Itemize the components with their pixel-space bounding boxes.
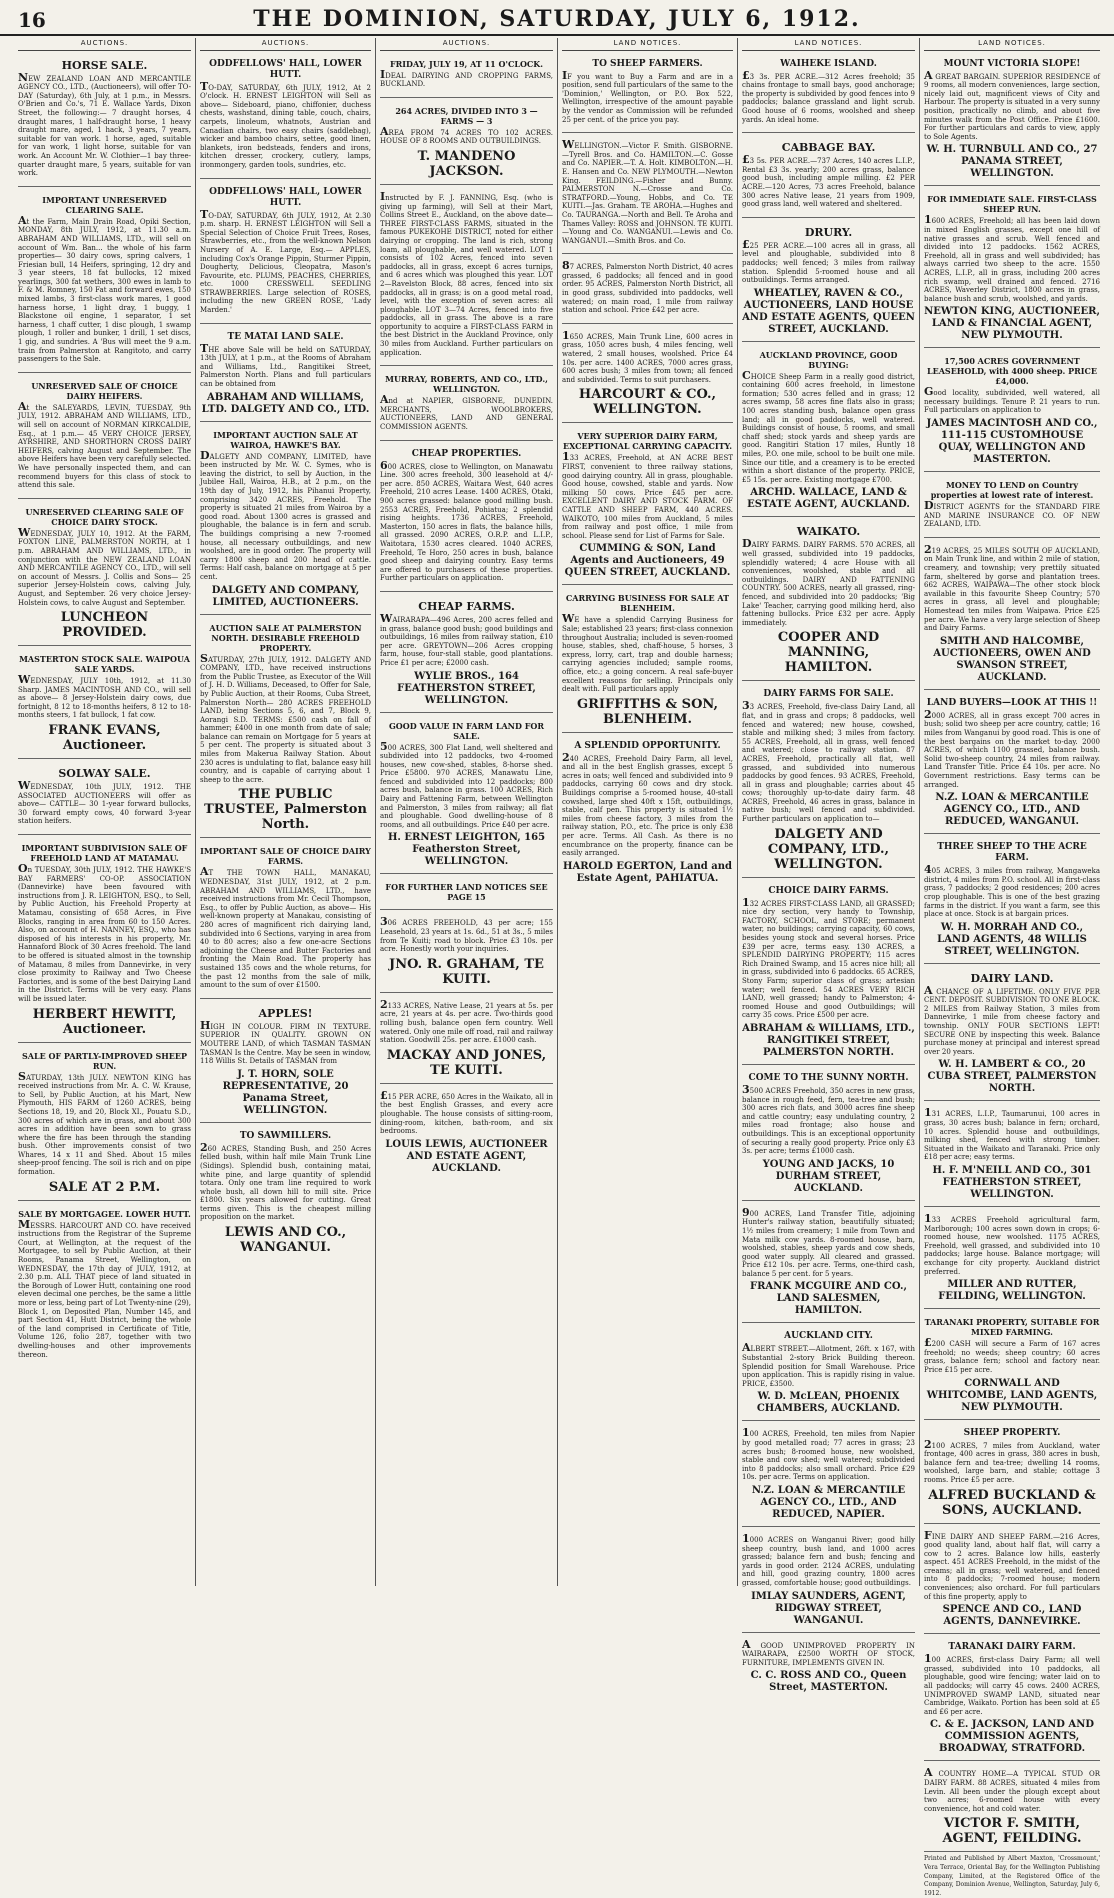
ad-headline: CHEAP PROPERTIES. <box>411 448 522 459</box>
ad-body <box>380 189 553 357</box>
newspaper-title: THE DOMINION, SATURDAY, JULY 6, 1912. <box>253 6 861 32</box>
advertisement <box>924 837 1100 964</box>
ad-headline: WAIKATO. <box>796 525 861 539</box>
ad-headline: MOUNT VICTORIA SLOPE! <box>943 58 1081 69</box>
ad-headline: DRURY. <box>804 225 853 239</box>
ad-paragraph: 600 ACRES, close to Wellington, on Manawatu Line. 300 acres freehold, 300 leasehold at 4/- per acre. 850 ACRES, Waitara West, 640 acres Freehold, 210 acres Lease. 1400 ACRES, Otaki, 900 acres grassed: balance good milling bush. 2553 ACRES, Freehold, Pohiatua; 2 splendid rising heights. 1736 ACRES, Freehold, Masterton, 150 acres in flats, the balance hills, all grassed. 2090 ACRES, O.R.P. and L.I.P., Waitotara, 1530 acres cleared. 1040 ACRES, Freehold, Te Horo, 250 acres in bush, balance good sheep and dairying country. Easy terms are offered to purchasers of these properties. Further particulars on application. <box>380 458 553 583</box>
column-category: LAND NOTICES. <box>562 38 733 51</box>
ad-headline: LAND BUYERS—LOOK AT THIS !! <box>926 697 1098 708</box>
advertisement <box>200 1002 371 1123</box>
ad-body <box>200 1140 371 1222</box>
ad-body <box>742 153 915 209</box>
ad-headline: ODDFELLOWS' HALL, LOWER HUTT. <box>209 58 362 80</box>
ad-advertiser: N.Z. LOAN & MERCANTILE AGENCY CO., LTD., AND REDUCED, NAPIER. <box>751 1485 906 1520</box>
ad-paragraph: IDEAL DAIRYING AND CROPPING FARMS, BUCKLAND. <box>380 67 553 89</box>
ad-paragraph: A COUNTRY HOME—A TYPICAL STUD OR DAIRY FARM. 88 ACRES, situated 4 miles from Levin. All been under the plough except about two acres; 6-roomed house with every convenience, hot and cold water. <box>924 1766 1100 1813</box>
ad-advertiser: YOUNG AND JACKS, 10 DURHAM STREET, AUCKLAND. <box>762 1158 895 1194</box>
ad-advertiser: WHEATLEY, RAVEN & CO., AUCTIONEERS, LAND HOUSE AND ESTATE AGENTS, QUEEN STREET, AUCKLAND. <box>742 287 915 335</box>
advertisement <box>18 190 191 373</box>
ad-advertiser: DALGETY AND COMPANY, LIMITED, AUCTIONEERS. <box>211 584 360 608</box>
ad-advertiser: JAMES MACINTOSH AND CO., 111-115 CUSTOMHOUSE QUAY, WELLINGTON AND MASTERTON. <box>926 418 1098 466</box>
ad-paragraph: WEDNESDAY, JULY 10, 1912. At the FARM, FOXTON LINE, PALMERSTON NORTH, at 1 p.m. ABRAHAM AND WILLIAMS, LTD., in conjunction with the NEW ZEALAND LOAN AND MERCANTILE AGENCY CO., LTD., will sell on account of Messrs. J. Collis and Sons— 25 superior Jersey-Holstein cows, calving July, August, and September. 26 very choice Jersey-Holstein cows, to calve August and September. <box>18 525 191 607</box>
ad-body <box>924 1528 1100 1602</box>
ad-body <box>200 79 371 170</box>
ad-advertiser: FRANK MCGUIRE AND CO., LAND SALESMEN, HAMILTON. <box>750 1281 907 1317</box>
ad-headline: TE MATAI LAND SALE. <box>227 331 344 342</box>
ad-body <box>562 328 733 385</box>
ad-paragraph: 306 ACRES FREEHOLD, 43 per acre; 155 Leasehold, 23 years at 1s. 6d., 51 at 3s., 5 miles from Te Kuiti; road to block. Price £3 10s. per acre. Honestly worth your inquiries. <box>380 915 553 954</box>
ad-body <box>380 67 553 89</box>
advertisement <box>742 1068 915 1201</box>
ad-headline: IMPORTANT SUBDIVISION SALE OF FREEHOLD LAND AT MATAMAU. <box>21 843 188 864</box>
ad-advertiser: COOPER AND MANNING, HAMILTON. <box>777 630 880 676</box>
ad-paragraph: 132 ACRES FIRST-CLASS LAND, all GRASSED; nice dry section, very handy to Township, FACTORY, SCHOOL, and STORE; permanent water, no buildings; carrying capacity, 60 cows, besides young stock and several horses. Price £39 per acre, terms easy. 130 ACRES, a SPLENDID DAIRYING PROPERTY; 115 acres Rich Drained Swamp, and 15 acres nice hill; all in grass, subdivided into 6 paddocks. 65 ACRES, Stony Farm; superior class of grass; artesian water; well fenced. 54 ACRES VERY RICH LAND, well grassed; handy to Palmerston; 4-roomed House and good Outbuildings; will carry 35 cows. Price £500 per acre. <box>742 895 915 1020</box>
ad-advertiser: ABRAHAM & WILLIAMS, LTD., RANGITIKEI STREET, PALMERSTON NORTH. <box>742 1022 915 1058</box>
ad-headline: TARANAKI PROPERTY, SUITABLE FOR MIXED FARMING. <box>924 1317 1100 1338</box>
advertisement <box>742 136 915 218</box>
ad-advertiser: ARCHD. WALLACE, LAND & ESTATE AGENT, AUCKLAND. <box>747 487 910 511</box>
ad-body <box>924 213 1100 303</box>
ad-advertiser: HARCOURT & CO., WELLINGTON. <box>578 387 717 418</box>
page-number: 16 <box>18 8 46 32</box>
ad-advertiser: SMITH AND HALCOMBE, AUCTIONEERS, OWEN AND SWANSON STREET, AUCKLAND. <box>933 635 1091 683</box>
advertisement <box>200 327 371 422</box>
ad-body <box>200 1018 371 1066</box>
ad-paragraph: TO-DAY, SATURDAY, 6th JULY, 1912, At 2 O'clock. H. ERNEST LEIGHTON will Sell as above— Sideboard, piano, chiffonier, duchess chests, washstand, dining table, couch, chairs, carpets, linoleum, whatnots, Austrian and Canadian chairs, two easy chairs (saddlebag), wicker and bamboo chairs, settee, good linen, blankets, iron bedsteads, fenders and irons, kitchen dresser, crockery, cutlery, lamps, ironmongery, garden tools, sundries, etc. <box>200 79 371 169</box>
ad-advertiser: HAROLD EGERTON, Land and Estate Agent, PAHIATUA. <box>563 860 732 884</box>
ad-body <box>18 1069 191 1177</box>
advertisement <box>200 182 371 324</box>
advertisement <box>380 1087 553 1180</box>
advertisement <box>380 188 553 366</box>
ad-body <box>200 448 371 582</box>
advertisement <box>18 1046 191 1201</box>
advertisement <box>380 54 553 98</box>
ad-headline: CABBAGE BAY. <box>781 141 876 155</box>
ad-headline: CARRYING BUSINESS FOR SALE AT BLENHEIM. <box>565 593 730 614</box>
ad-body <box>924 1652 1100 1716</box>
advertisement <box>924 189 1100 348</box>
ad-headline: UNRESERVED SALE OF CHOICE DAIRY HEIFERS. <box>31 380 178 401</box>
ad-paragraph: WAIRARAPA—496 Acres, 200 acres felled and in grass, balance good bush; good buildings and outbuildings, 16 miles from railway station, £10 per acre. GREYTOWN—206 Acres cropping farm, house, four-stall stable, good plantations. Price £1 per acre; £2000 cash. <box>380 611 553 667</box>
ad-body <box>562 612 733 694</box>
ad-body <box>924 863 1100 919</box>
ad-body <box>562 450 733 540</box>
ad-body <box>924 707 1100 789</box>
ad-body <box>924 542 1100 633</box>
ad-headline: SALE OF PARTLY-IMPROVED SHEEP RUN. <box>21 1050 188 1071</box>
column-category: LAND NOTICES. <box>924 38 1100 51</box>
ad-headline: A SPLENDID OPPORTUNITY. <box>574 740 721 751</box>
ad-paragraph: 219 ACRES, 25 MILES SOUTH OF AUCKLAND, on Main Trunk line, and within 2 mile of station, creamery, and township; very prettily situated farm, sheltered by gorse and plantation trees. 662 ACRES, WAIPAWA—The other stock block available in this favourite Sheep Country; 570 acres in grass, all level and ploughable; Homestead ten miles from Waipawa. Price £25 per acre. We have a very large selection of Sheep and Dairy Farms. <box>924 542 1100 633</box>
ad-headline: GOOD VALUE IN FARM LAND FOR SALE. <box>388 720 545 741</box>
ad-paragraph: A GOOD UNIMPROVED PROPERTY IN WAIRARAPA, £2500 WORTH OF STOCK, FURNITURE, IMPLEMENTS GIVEN IN. <box>742 1637 915 1667</box>
ad-body <box>742 1341 915 1388</box>
ad-paragraph: CHOICE Sheep Farm in a really good district, containing 600 acres freehold, in limestone formation; 530 acres felled and in grass; 12 acres swamp, 58 acres fine flats also in grass; 100 acres standing bush, balance open grass land; all in good paddocks, well watered. Buildings consist of house, 5 rooms, and small chaff shed; stock yards and sheep yards are good. Rangitiri Station 17 miles, Huntly 18 miles, P.O. one mile, school to be built one mile. Since our title, and a creamery is to be erected within a short distance of the property. PRICE, £5 15s. per acre. Existing mortgage £700. <box>742 368 915 484</box>
ad-paragraph: ALBERT STREET.—Allotment, 26ft. x 167, with Substantial 2-story Brick Building thereon. Splendid position for Small Warehouse. Price upon application. This is rapidly rising in value. PRICE, £3500. <box>742 1341 915 1388</box>
ad-paragraph: 1000 ACRES on Wanganui River; good hilly sheep country, bush land, and 1000 acres grassed; balance fern and bush; fencing and yards in good order. 2124 ACRES, undulating and hill, good grazing country, 1800 acres grassed, comfortable house; good outbuildings. <box>742 1532 915 1587</box>
ad-body <box>380 997 553 1045</box>
ad-paragraph: 500 ACRES, 300 Flat Land, well sheltered and subdivided into 12 paddocks, two 4-roomed houses, new cow-shed, stables, 8-horse shed. Price £5800. 970 ACRES, Manawatu Line, fenced and subdivided into 12 paddocks; 800 acres bush, balance in grass. 100 ACRES, Rich Dairy and Fattening Farm, between Wellington and Palmerston, 3 miles from railway; all flat and ploughable. Good dwelling-house of 8 rooms, and all outbuildings. Price £40 per acre. <box>380 739 553 829</box>
advertisement <box>18 376 191 499</box>
ad-headline: 17,500 ACRES GOVERNMENT LEASEHOLD, with 4000 sheep. PRICE £4,000. <box>927 356 1097 387</box>
publisher-imprint: Printed and Published by Albert Maxton, 'Crossmount,' Vera Terrace, Oriental Bay, for the Wellington Publishing Company, Limited, at the Registered Office of the Company, Dominion Avenue, Wellington, Saturday, July 6, 1912. <box>924 1855 1100 1897</box>
ad-headline: UNRESERVED CLEARING SALE OF CHOICE DAIRY STOCK. <box>25 506 184 527</box>
ad-advertiser: W. H. TURNBULL AND CO., 27 PANAMA STREET, WELLINGTON. <box>926 144 1098 180</box>
ad-paragraph: 2000 ACRES, all in grass except 700 acres in bush; solid two sheep per acre country, cattle; 16 miles from Wanganui by good road. This is one of the best bargains on the market to-day. 2000 ACRES, of which 1100 grassed, balance bush. Solid two-sheep country, 24 miles from railway. Land Transfer Title. Price £4 10s. per acre. No Government restrictions. Easy terms can be arranged. <box>924 707 1100 789</box>
ad-body <box>742 537 915 627</box>
advertisement <box>924 1104 1100 1207</box>
ad-body <box>924 1437 1100 1485</box>
ad-body <box>742 1637 915 1668</box>
advertisement <box>924 1312 1100 1419</box>
ad-advertiser: LOUIS LEWIS, AUCTIONEER AND ESTATE AGENT, AUCKLAND. <box>385 1138 548 1174</box>
ad-headline: COME TO THE SUNNY NORTH. <box>748 1072 909 1083</box>
ad-paragraph: 131 ACRES, L.I.P., Taumarunui, 100 acres in grass, 30 acres bush; balance in fern; orchard, 10 acres. Splendid house and outbuildings, milking shed, fenced with strong timber. Situated in the Waikato and Taranaki. Price only £18 per acre; easy terms. <box>924 1106 1100 1162</box>
column-category: LAND NOTICES. <box>742 38 915 51</box>
ad-advertiser: THE PUBLIC TRUSTEE, Palmerston North. <box>204 787 367 833</box>
ad-headline: CHOICE DAIRY FARMS. <box>768 885 889 896</box>
ad-body <box>18 213 191 364</box>
ad-advertiser: FRANK EVANS, Auctioneer. <box>48 723 161 754</box>
column-category: AUCTIONS. <box>18 38 191 51</box>
ad-paragraph: 260 ACRES, Standing Bush, and 250 Acres felled bush, within half mile Main Trunk Line (Sidings). Splendid bush, containing matai, white pine, and large quantity of splendid totara. Only one tram line required to work whole bush, all down hill to mill site. Price £1800. Six years allowed for cutting. Great terms given. This is the cheapest milling proposition on the market. <box>200 1140 371 1222</box>
ad-paragraph: 87 ACRES, Palmerston North District, 40 acres grassed, 6 paddocks; all fenced and in good order. 95 ACRES, Palmerston North District, all in good grass, subdivided into paddocks, well watered; on main road, 1 mile from railway station and school. Price £42 per acre. <box>562 259 733 315</box>
ad-body <box>742 237 915 285</box>
ad-body <box>18 70 191 178</box>
ad-advertiser: ABRAHAM AND WILLIAMS, LTD. DALGETY AND CO., LTD. <box>201 391 370 415</box>
ad-headline: DAIRY LAND. <box>970 971 1054 985</box>
ad-paragraph: THE above Sale will be held on SATURDAY, 13th JULY, at 1 p.m., at the Rooms of Abraham and Williams, Ltd., Rangitikei Street, Palmerston North. Plans and full particulars can be obtained from <box>200 341 371 389</box>
advertisement <box>924 1637 1100 1761</box>
ad-paragraph: WELLINGTON.—Victor F. Smith. GISBORNE.—Tyrell Bros. and Co. HAMILTON.—C. Gosse and Co. NAPIER.—T. A. Holt. KIMBOLTON.—H. E. Hansen and Co. NEW PLYMOUTH.—Newton King. FEILDING.—Fisher and Bunny. PALMERSTON N.—Crosse and Co. STRATFORD.—Young, Hobbs, and Co. TE KUITI.—Jas. Graham. TE AROHA.—Hughes and Co. TAURANGA.—North and Bell. Te Aroha and Thames Valley: ROSS and JOHNSON. TE KUITI.—Young and Co. WANGANUI.—Lewis and Co. WANGANUI.—Smith Bros. and Co. <box>562 138 733 245</box>
advertisement <box>18 502 191 646</box>
ad-paragraph: DISTRICT AGENTS for the STANDARD FIRE AND MARINE INSURANCE CO. OF NEW ZEALAND, LTD. <box>924 499 1100 529</box>
ad-body <box>924 1212 1100 1276</box>
ad-advertiser: LEWIS AND CO., WANGANUI. <box>224 1225 347 1256</box>
ad-paragraph: 2100 ACRES, 7 miles from Auckland, water frontage, 400 acres in grass, 380 acres in bush, balance fern and tea-tree; dwelling 14 rooms, woolshed, large barn, and stable; cottage 3 rooms. Price £5 per acre. <box>924 1437 1100 1484</box>
ad-advertiser: DALGETY AND COMPANY, LTD., WELLINGTON. <box>767 826 890 872</box>
column-2 <box>196 38 376 1586</box>
ad-body <box>742 1426 915 1482</box>
ad-body <box>742 1082 915 1156</box>
ad-body <box>924 1766 1100 1813</box>
ad-paragraph: WEDNESDAY, 10th JULY, 1912. THE ASSOCIATED AUCTIONEERS will offer as above— CATTLE— 30 1-year forward bullocks, 30 forward empty cows, 40 forward 3-year station heifers. <box>18 779 191 826</box>
ad-paragraph: DAIRY FARMS. DAIRY FARMS. 570 ACRES, all well grassed, subdivided into 19 paddocks, splendidly watered; 4 acre House with all conveniences, woolshed, stable and all outbuildings. DAIRY AND FATTENING COUNTRY. 500 ACRES, nearly all grassed, ring-fenced, and subdivided into 20 paddocks; 'Big Lake' Teacher, carrying good milking herd, also fattening bullocks. Price £32 per acre. Apply immediately. <box>742 537 915 627</box>
ad-advertiser: W. D. McLEAN, PHOENIX CHAMBERS, AUCKLAND. <box>756 1391 901 1415</box>
ad-headline: FOR FURTHER LAND NOTICES SEE PAGE 15 <box>385 882 548 903</box>
advertisement <box>18 1204 191 1368</box>
advertisement <box>380 101 553 185</box>
ad-paragraph: 405 ACRES, 3 miles from railway, Mangaweka district, 4 miles from P.O. school. All in first-class grass, 7 paddocks; 2 good residences; 200 acres crop ploughable. This is one of the best grazing farms in the district. If you want a farm, see this place at once. Stock is at bargain prices. <box>924 863 1100 919</box>
ad-headline: ODDFELLOWS' HALL, LOWER HUTT. <box>209 186 362 208</box>
ad-headline: VERY SUPERIOR DAIRY FARM, EXCEPTIONAL CARRYING CAPACITY. <box>563 431 732 452</box>
ad-headline: SOLWAY SALE. <box>58 767 151 781</box>
ad-headline: FRIDAY, JULY 19, AT 11 O'CLOCK. <box>389 58 544 69</box>
ad-body <box>200 341 371 389</box>
advertisement <box>380 716 553 875</box>
ad-paragraph: 2133 ACRES, Native Lease, 21 years at 5s. per acre, 21 years at 4s. per acre. Two-thirds good rolling bush, balance open fern country. Well watered. Only one mile off road, rail and railway station. Goodwill 25s. per acre. £1000 cash. <box>380 997 553 1045</box>
column-category: AUCTIONS. <box>380 38 553 51</box>
advertisement <box>200 618 371 839</box>
advertisement <box>18 838 191 1043</box>
ad-paragraph: A GREAT BARGAIN. SUPERIOR RESIDENCE of 9 rooms, all modern conveniences, large section, nicely laid out, magnificent views of City and Harbour. The property is situated in a very sunny position, practically no climb, and about five minutes walk from the Post Office. Price £1600. For further particulars and cards to view, apply to Sole Agents. <box>924 68 1100 141</box>
ad-body <box>380 739 553 830</box>
ad-advertiser: ALFRED BUCKLAND & SONS, AUCKLAND. <box>928 1487 1096 1518</box>
advertisement <box>924 351 1100 472</box>
columns-container <box>14 38 1104 1897</box>
column-6 <box>920 38 1104 1897</box>
ad-advertiser: W. H. LAMBERT & CO., 20 CUBA STREET, PALMERSTON NORTH. <box>927 1059 1097 1095</box>
ad-body <box>742 1205 915 1279</box>
advertisement <box>924 54 1100 187</box>
ad-body <box>380 393 553 432</box>
advertisement <box>924 475 1100 538</box>
ad-headline: IMPORTANT UNRESERVED CLEARING SALE. <box>42 194 167 215</box>
ad-body <box>380 458 553 583</box>
ad-advertiser: MILLER AND RUTTER, FEILDING, WELLINGTON. <box>938 1279 1086 1303</box>
ad-body <box>742 1532 915 1588</box>
advertisement <box>200 841 371 998</box>
ad-advertiser: W. H. MORRAH AND CO., LAND AGENTS, 48 WILLIS STREET, WELLINGTON. <box>937 921 1087 957</box>
ad-headline: TARANAKI DAIRY FARM. <box>948 1642 1076 1653</box>
ad-body <box>18 399 191 490</box>
advertisement <box>924 1423 1100 1524</box>
ad-paragraph: 240 ACRES, Freehold Dairy Farm, all level, and all in the best English grasses, except 5 acres in oats; well fenced and subdivided into 9 paddocks, carrying 60 cows and dry stock. Buildings comprise a 5-roomed house, 40-stall cowshed, large shed 40ft x 15ft, outbuildings, stable, calf pen. This property is situated 1½ miles from cheese factory, 3 miles from the railway station, P.O., etc. The price is only £38 per acre. Terms. All Cash. As there is no encumbrance on the property, finance can be easily arranged. <box>562 750 733 858</box>
ad-body <box>742 368 915 485</box>
ad-headline: HORSE SALE. <box>61 58 148 72</box>
ad-paragraph: 133 ACRES Freehold agricultural farm, Marlborough; 100 acres sown down in crops; 6-roomed house, new woolshed. 1175 ACRES, Freehold, well grassed, and subdivided into 10 paddocks; large house. Balance mortgage; will exchange for city property. Auckland district preferred. <box>924 1212 1100 1276</box>
ad-body <box>18 525 191 607</box>
advertisement <box>924 1527 1100 1635</box>
advertisement <box>924 541 1100 690</box>
ad-paragraph: A CHANCE OF A LIFETIME. ONLY FIVE PER CENT. DEPOSIT. SUBDIVISION TO ONE BLOCK. 2 MILES from Railway Station, 3 miles from Dannevirke, 1 mile from cheese factory and township. ONLY FOUR SECTIONS LEFT! SECURE ONE by inspecting this week. Balance purchase money at principal and interest spread over 20 years. <box>924 983 1100 1056</box>
advertisement <box>742 54 915 134</box>
ad-paragraph: AT THE TOWN HALL, MANAKAU, WEDNESDAY, 31st JULY, 1912, at 2 p.m. ABRAHAM AND WILLIAMS, LTD., have received instructions from Mr. Cecil Thompson, Esq., to offer by Public Auction, as above— His well-known property at Manakau, consisting of 280 acres of magnificent rich dairying land, subdivided into 6 Sections, varying in area from 40 to 80 acres; also a few one-acre Sections adjoining the Cheese and Butter Factories and fronting the Main Road. The property has sustained 135 cows and the whole returns, for the past 12 months from the sale of milk, amount to the sum of over £1500. <box>200 865 371 990</box>
ad-paragraph: £25 PER ACRE.—100 acres all in grass, all level and ploughable, subdivided into 8 paddocks; well fenced; 3 miles from railway station. Splendid 5-roomed house and all outbuildings. Terms arranged. <box>742 237 915 285</box>
ad-body <box>18 673 191 720</box>
ad-body <box>742 68 915 125</box>
ad-advertiser: LUNCHEON PROVIDED. <box>60 610 149 641</box>
ad-advertiser: J. T. HORN, SOLE REPRESENTATIVE, 20 Panama Street, WELLINGTON. <box>222 1068 349 1116</box>
ad-advertiser: H. F. M'NEILL AND CO., 301 FEATHERSTON STREET, WELLINGTON. <box>932 1165 1092 1200</box>
ad-paragraph: 100 ACRES, first-class Dairy Farm; all well grassed, subdivided into 10 paddocks, all ploughable, good wire fencing; water laid on to all paddocks; will carry 45 cows. 2400 ACRES, UNIMPROVED SWAMP LAND, situated near Cambridge, Waikato. Portion has been sold at £5 and £6 per acre. <box>924 1652 1100 1716</box>
ad-paragraph: Instructed by F. J. FANNING, Esq. (who is giving up farming), will Sell at their Mart, Collins Street E., Auckland, on the above date— THREE FIRST-CLASS FARMS, situated in the famous PUKEKOHE DISTRICT, noted for either dairying or cropping. The land is rich, strong loam, all ploughable, and well watered. LOT 1 consists of 102 Acres, fenced into seven paddocks, all in grass, except 6 acres turnips, and 6 acres which was ploughed this year. LOT 2—Ravelston Block, 88 acres, fenced into six paddocks, all in grass; is on a good metal road, level, with the exception of seven acres: all ploughable. LOT 3—74 Acres, fenced into five paddocks, all in grass. The above is a rare opportunity to acquire a FIRST-CLASS FARM in the best District in the Auckland Province, only 30 miles from Auckland. Further particulars on application. <box>380 189 553 357</box>
ad-advertiser: HERBERT HEWITT, Auctioneer. <box>32 1006 177 1037</box>
column-4 <box>558 38 738 1586</box>
advertisement <box>380 913 553 992</box>
advertisement <box>562 257 733 324</box>
ad-body <box>380 611 553 668</box>
ad-paragraph: SATURDAY, 27th JULY, 1912. DALGETY AND COMPANY, LTD., have received instructions from the Public Trustee, as Executor of the Will of J. H. D. Williams, Deceased, to Offer for Sale, by Public Auction, at their Rooms, Cuba Street, Palmerston North— 280 ACRES FREEHOLD LAND, being Sections 5, 6, and 7, Block 9, Aorangi S.D. TERMS: £500 cash on fall of hammer; £400 in one month from date of sale; balance can remain on Mortgage for 5 years at 5 per cent. The property is situated about 3 miles from Makerua Railway Station. About 230 acres is undulating to flat, balance easy hill country, and is capable of carrying about 1 sheep to the acre. <box>200 651 371 784</box>
advertisement <box>924 693 1100 834</box>
ad-paragraph: 100 ACRES, Freehold, ten miles from Napier by good metalled road; 77 acres in grass; 23 acres bush; 8-roomed house, new woolshed, stable and cow shed; well watered; subdivided into 8 paddocks; also small orchard. Price £29 10s. per acre. Terms on application. <box>742 1426 915 1482</box>
ad-paragraph: IF you want to Buy a Farm and are in a position, send full particulars of the same to the 'Dominion,' Wellington, or P.O. Box 522, Wellington, irrespective of the amount payable by the vendor as Commission will be refunded 25 per cent. of the price you pay. <box>562 68 733 124</box>
ad-body <box>18 1217 191 1360</box>
advertisement <box>562 426 733 585</box>
ad-paragraph: TO-DAY, SATURDAY, 6th JULY, 1912, At 2.30 p.m. sharp. H. ERNEST LEIGHTON will Sell a Special Selection of Choice Fruit Trees, Roses, Strawberries, etc., from the well-known Nelson Nursery of A. E. Large, Esq.— APPLES, including Cox's Orange Pippin, Sturmer Pippin, Dougherty, Delicious, Cleopatra, Mason's Favourite, etc. PLUMS, PEACHES, CHERRIES, etc. 1000 CRESSWELL SEEDLING STRAWBERRIES. Large selection of ROSES, including the new GREEN ROSE, 'Lady Marden.' <box>200 207 371 315</box>
advertisement <box>742 1636 915 1700</box>
ad-body <box>380 915 553 954</box>
ad-paragraph: 33 ACRES, Freehold, five-class Dairy Land, all flat, and in grass and crops; 8 paddocks, well fenced and watered; new house, cowshed, stable and milking shed; 3 miles from factory. 55 ACRES, Freehold, all in grass, well fenced and watered; close to railway station. 87 ACRES, Freehold, practically all flat, well grassed, and subdivided into numerous paddocks by good fences. 93 ACRES, Freehold, all in grass and ploughable; carries about 45 cows; thoroughly up-to-date dairy farm. 48 ACRES, Freehold, 46 acres in grass, balance in native bush; well fenced and subdivided. Further particulars on application to— <box>742 699 915 824</box>
ad-headline: APPLES! <box>258 1006 313 1020</box>
ad-advertiser: VICTOR F. SMITH, AGENT, FEILDING. <box>942 1816 1082 1847</box>
advertisement <box>924 1764 1100 1852</box>
advertisement <box>562 736 733 890</box>
ad-paragraph: FINE DAIRY AND SHEEP FARM.—216 Acres, good quality land, about half flat, will carry a cow to 2 acres. Balance low hills, easterly aspect. 451 ACRES Freehold, in the midst of the creams; all in grass; well watered, and fenced into 8 paddocks; 7-roomed house; modern conveniences; also orchard. For full particulars of this fine property, apply to <box>924 1528 1100 1601</box>
ad-advertiser: SPENCE AND CO., LAND AGENTS, DANNEVIRKE. <box>942 1604 1082 1628</box>
ad-advertiser: SALE AT 2 P.M. <box>48 1179 161 1195</box>
ad-advertiser: H. ERNEST LEIGHTON, 165 Featherston Street, WELLINGTON. <box>387 832 546 868</box>
ad-paragraph: 1600 ACRES, Freehold; all has been laid down in mixed English grasses, except one hill of native grasses and scrub. Well fenced and divided into 12 paddocks. 1562 ACRES, Freehold, all in grass and well subdivided; has always carried two sheep to the acre. 1550 ACRES, L.I.P., all in grass, including 200 acres rich swamp, well drained and fenced. 2716 ACRES, Waverley District, 1800 acres in grass, balance bush and scrub, woolshed, and yards. <box>924 213 1100 303</box>
ad-advertiser: NEWTON KING, AUCTIONEER, LAND & FINANCIAL AGENT, NEW PLYMOUTH. <box>924 306 1100 342</box>
ad-paragraph: At the Farm, Main Drain Road, Opiki Section, MONDAY, 8th JULY, 1912, at 11.30 a.m. ABRAHAM AND WILLIAMS, LTD., will sell on account of Wm. Ban... the whole of his farm properties— 30 dairy cows, spring calvers, 1 Friesian bull, 14 Heifers, springing, 12 dry and 3 year steers, 18 fat bullocks, 12 mixed yearlings, 300 fat wethers, 300 ewes in lamb to F. & M. Romney, 150 Fat and forward ewes, 150 mixed lambs, 3 first-class work mares, 1 good harness horse, 1 light dray, 1 buggy, 1 Blackstone oil engine, 1 separator, 1 set harness, 1 chaff cutter, 1 disc plough, 1 swamp plough, 1 roller and bunker, 1 drill, 1 set discs, 1 gig, and sundries. A 'Bus will meet the 9 a.m. train from Palmerston at Rangitoto, and carry passengers to the Sale. <box>18 213 191 364</box>
ad-body <box>924 499 1100 529</box>
ad-paragraph: WEDNESDAY, JULY 10th, 1912, at 11.30 Sharp. JAMES MACINTOSH AND CO., will sell as above— 8 Jersey-Holstein dairy cows, due fortnight, 8 12 to 18-months heifers, 8 12 to 18-months steers, 1 fat bullock, 1 fat cow. <box>18 673 191 720</box>
advertisement <box>742 1530 915 1633</box>
ad-headline: THREE SHEEP TO THE ACRE FARM. <box>937 842 1087 864</box>
ad-paragraph: £200 CASH will secure a Farm of 167 acres freehold; no weeds; sheep country; 60 acres grass, balance fern; school and factory near. Price £15 per acre. <box>924 1336 1100 1374</box>
ad-advertiser: C. & E. JACKSON, LAND AND COMMISSION AGENTS, BROADWAY, STRATFORD. <box>929 1719 1095 1755</box>
ad-headline: MURRAY, ROBERTS, AND CO., LTD., WELLINGTON. <box>385 374 548 395</box>
ad-advertiser: GRIFFITHS & SON, BLENHEIM. <box>577 696 718 727</box>
advertisement <box>924 1210 1100 1309</box>
column-3 <box>376 38 558 1586</box>
advertisement <box>742 221 915 342</box>
ad-advertiser: JNO. R. GRAHAM, TE KUITI. <box>389 956 544 987</box>
advertisement <box>562 327 733 424</box>
ad-advertiser: T. MANDENO JACKSON. <box>417 148 516 179</box>
ad-paragraph: 1650 ACRES, Main Trunk Line, 600 acres in grass, 1050 acres bush, 4 miles fencing, well watered, 2 small houses, woolshed. Price £4 10s. per acre. 1400 ACRES, 7000 acres grass, 600 acres bush; 3 miles from town; all fenced and subdivided. Terms to suit purchasers. <box>562 328 733 384</box>
advertisement <box>742 520 915 681</box>
ad-paragraph: £15 PER ACRE, 650 Acres in the Waikato, all in the best English Grasses, and every acre ploughable. The house consists of sitting-room, dining-room, kitchen, bath-room, and six bedrooms. <box>380 1088 553 1136</box>
advertisement <box>562 54 733 134</box>
ad-paragraph: WE have a splendid Carrying Business for Sale; established 23 years; first-class connexion throughout Australia; included is seven-roomed house, stables, shed, chaff-house, 5 horses, 3 express, lorry, cart, trap and double harness; carrying agencies included; sample rooms, office, etc.; a going concern. A real safe-buyer excellent reasons for selling. Principals only dealt with. Full particulars apply <box>562 612 733 694</box>
advertisement <box>380 996 553 1084</box>
advertisement <box>200 1126 371 1260</box>
ad-body <box>924 1106 1100 1162</box>
advertisement <box>562 136 733 254</box>
ad-headline: AUCKLAND PROVINCE, GOOD BUYING: <box>759 349 898 370</box>
ad-paragraph: At the SALEYARDS, LEVIN, TUESDAY, 9th JULY, 1912. ABRAHAM AND WILLIAMS, LTD., will sell on account of NORMAN KIRKCALDIE, Esq., at 1 p.m.— 45 VERY CHOICE JERSEY, AYRSHIRE, AND SHORTHORN CROSS DAIRY HEIFERS, calving August and September. The above Heifers have been very carefully selected. We have personally inspected them, and can recommend buyers for this class of stock to attend this sale. <box>18 399 191 490</box>
ad-body <box>200 207 371 315</box>
ad-headline: TO SHEEP FARMERS. <box>592 58 703 69</box>
masthead <box>0 0 1114 36</box>
ad-body <box>562 750 733 858</box>
ad-paragraph: DALGETY AND COMPANY, LIMITED, have been instructed by Mr. W. C. Symes, who is leaving the district, to sell by Auction, in the Jubilee Hall, Wairoa, H.B., at 2 p.m., on the 19th day of July, 1912, his Pihanui Property, comprising 3420 ACRES, Freehold. The property is situated 21 miles from Wairoa by a good road. About 1300 acres is grassed and ploughable, the balance is in fern and scrub. The buildings comprising a new 7-roomed house, all necessary outbuildings, and new woolshed, are in good order. The property will carry 1800 sheep and 200 head of cattle. Terms: Half cash, balance on mortgage at 5 per cent. <box>200 448 371 581</box>
column-5 <box>738 38 920 1694</box>
ad-paragraph: On TUESDAY, 30th JULY, 1912. THE HAWKE'S BAY FARMERS' CO-OP. ASSOCIATION (Dannevirke) have been favoured with instructions from J. R. LEIGHTON, ESQ., to Sell, by Public Auction, his Freehold Property at Matamau, consisting of 658 Acres, in Five Blocks, ranging in area from 60 to 150 Acres. Also, on account of H. NANNEY, ESQ., who has disposed of his interests in his property, Mr. Hannaford Block of 30 Acres freehold. The land to be offered is situated almost in the township of Matamau, 8 miles from Dannevirke, in very close proximity to Railway and Two Cheese Factories, and is some of the best Dairying Land in the District. Terms will be very easy. Plans will be issued later. <box>18 862 191 1003</box>
ad-headline: SALE BY MORTGAGEE. LOWER HUTT. <box>18 1208 191 1219</box>
advertisement <box>18 762 191 835</box>
ad-body <box>200 865 371 990</box>
ad-body <box>562 259 733 315</box>
ad-body <box>380 1088 553 1136</box>
ad-paragraph: And at NAPIER, GISBORNE, DUNEDIN. MERCHANTS, WOOLBROKERS, AUCTIONEERS, LAND AND GENERAL COMMISSION AGENTS. <box>380 393 553 432</box>
ad-body <box>924 983 1100 1057</box>
ad-paragraph: £3 3s. PER ACRE.—312 Acres freehold; 35 chains frontage to small bays, good anchorage; the property is subdivided by good fences into 9 paddocks; balance grassland and light scrub. Good house of 6 rooms, woolshed and sheep yards. An ideal home. <box>742 68 915 124</box>
ad-advertiser: WYLIE BROS., 164 FEATHERSTON STREET, WELLINGTON. <box>397 670 536 706</box>
ad-paragraph: SATURDAY, 13th JULY. NEWTON KING has received instructions from Mr. A. C. W. Krause, to Sell, by Public Auction, at his Mart, New Plymouth, HIS FARM of 1260 ACRES, being Sections 18, 19, and 20, Block XI., Pouatu S.D., 300 acres of which are in grass, and about 300 acres in addition have been sown to grass where the fire has been through the standing bush. Other improvements consist of two Whares, 14 x 11 and Shed. About 15 miles sheep-proof fencing. The soil is rich and on pipe formation. <box>18 1069 191 1177</box>
ad-body <box>562 68 733 125</box>
advertisement <box>742 881 915 1065</box>
ad-advertiser: CUMMING & SON, Land Agents and Auctioneers, 49 QUEEN STREET, AUCKLAND. <box>564 543 731 579</box>
ad-paragraph: Good locality, subdivided, well watered, all necessary buildings. Tenure P. 21 years to run. Full particulars on application to <box>924 385 1100 415</box>
ad-headline: DAIRY FARMS FOR SALE. <box>763 689 894 700</box>
ad-advertiser: MACKAY AND JONES, TE KUITI. <box>386 1047 547 1078</box>
ad-advertiser: N.Z. LOAN & MERCANTILE AGENCY CO., LTD., AND REDUCED, WANGANUI. <box>935 792 1089 828</box>
ad-advertiser: C. C. ROSS AND CO., Queen Street, MASTERTON. <box>750 1670 907 1694</box>
advertisement <box>742 684 915 877</box>
ad-advertiser: CORNWALL AND WHITCOMBE, LAND AGENTS, NEW PLYMOUTH. <box>926 1377 1098 1413</box>
ad-paragraph: HIGH IN COLOUR. FIRM IN TEXTURE. SUPERIOR IN QUALITY. GROWN ON MOUTERE LAND, of which TASMAN TASMAN TASMAN Is the Centre. May be seen in window, 118 Willis St. Details of TASMAN from <box>200 1018 371 1066</box>
ad-headline: TO SAWMILLERS. <box>239 1130 332 1141</box>
advertisement <box>18 649 191 759</box>
ad-body <box>742 699 915 824</box>
ad-headline: WAIHEKE ISLAND. <box>780 58 877 69</box>
ad-body <box>924 68 1100 142</box>
advertisement <box>200 425 371 615</box>
ad-body <box>18 779 191 826</box>
ad-advertiser: IMLAY SAUNDERS, AGENT, RIDGWAY STREET, WANGANUI. <box>751 1590 906 1626</box>
ad-headline: MASTERTON STOCK SALE. WAIPOUA SALE YARDS. <box>19 654 190 675</box>
ad-body <box>924 385 1100 415</box>
ad-body <box>18 862 191 1004</box>
ad-paragraph: AREA FROM 74 ACRES TO 102 ACRES. HOUSE OF 8 ROOMS AND OUTBUILDINGS. <box>380 124 553 146</box>
ad-headline: SHEEP PROPERTY. <box>963 1427 1061 1438</box>
ad-headline: MONEY TO LEND on Country properties at lowest rate of interest. <box>930 480 1094 501</box>
advertisement <box>380 369 553 440</box>
advertisement <box>924 967 1100 1102</box>
ad-paragraph: 133 ACRES, Freehold, at AN ACRE BEST FIRST, convenient to three railway stations, good dairying country. All in grass, ploughable. Good house, cowshed, stable and yards. Now milking 50 cows. Price £45 per acre. EXCELLENT DAIRY AND STOCK FARM. OF CATTLE AND SHEEP FARM, 440 ACRES. WAIKOTO, 100 miles from Auckland, 5 miles from railway and post office, 1 mile from school. Please send for List of Farms for Sale. <box>562 450 733 540</box>
ad-paragraph: 900 ACRES, Land Transfer Title, adjoining Hunter's railway station, beautifully situated; 1½ miles from creamery; 1 mile from Town and Mata milk cow yards. 8-roomed house, barn, woolshed, stables, sheep yards and cow sheds, good water supply. All cleared and grassed. Price £12 10s. per acre. Terms, one-third cash, balance 5 per cent. for 5 years. <box>742 1205 915 1278</box>
ad-body <box>200 651 371 785</box>
advertisement <box>200 54 371 179</box>
advertisement <box>380 444 553 592</box>
ad-paragraph: 3500 ACRES Freehold, 350 acres in new grass, balance in rough feed, fern, tea-tree and bush; 300 acres rich flats, and 3000 acres fine sheep and cattle country; easy undulating country, 2 miles road frontage; also house and outbuildings. This is an exceptional opportunity of securing a really good property. Price only £3 3s. per acre; terms £1000 cash. <box>742 1082 915 1156</box>
ad-body <box>742 895 915 1020</box>
advertisement <box>742 1204 915 1324</box>
ad-headline: 264 ACRES, DIVIDED INTO 3 — FARMS — 3 <box>395 105 538 126</box>
ad-headline: IMPORTANT SALE OF CHOICE DAIRY FARMS. <box>200 846 371 867</box>
ad-body <box>380 124 553 146</box>
ad-body <box>562 138 733 245</box>
advertisement <box>562 588 733 732</box>
advertisement <box>380 595 553 713</box>
ad-paragraph: NEW ZEALAND LOAN AND MERCANTILE AGENCY CO., LTD., (Auctioneers), will offer TO-DAY (Saturday), 6th July, at 1 p.m., in Messrs. O'Brien and Co.'s, 71 E. Wallace Yards, Dixon Street, the following:— 7 draught horses, 4 draught mares, 1 half-draught horse, 1 heavy draught mare, aged, 1 hack, 3 years, 7 years, suitable for van work. 1 horse, aged, suitable for van work, 1 light horse, suitable for van work. An Account Mr. W. Clothier—1 bay three-quarter draught mare, 5 years, suitable for van work. <box>18 70 191 178</box>
ad-paragraph: MESSRS. HARCOURT AND CO. have received instructions from the Registrar of the Supreme Court, at Wellington, at the request of the Mortgagee, to sell by Public Auction, at their Rooms, Panama Street, Wellington, on WEDNESDAY, the 17th day of JULY, 1912, at 2.30 p.m. ALL THAT piece of land situated in the Borough of Lower Hutt, containing one rood eleven decimal one perches, be the same a little more or less, being part of Lot Twenty-nine (29), Block 1, on Deposited Plan, Number 145, and part Section 41, Hutt District, being the whole of the land comprised in Certificate of Title, Volume 126, folio 287, together with two dwelling-houses and other improvements thereon. <box>18 1217 191 1359</box>
ad-body <box>924 1336 1100 1374</box>
ad-headline: FOR IMMEDIATE SALE. FIRST-CLASS SHEEP RUN. <box>927 194 1097 215</box>
column-category: AUCTIONS. <box>200 38 371 51</box>
ad-headline: CHEAP FARMS. <box>418 599 515 613</box>
advertisement <box>742 1424 915 1527</box>
advertisement <box>742 1326 915 1421</box>
advertisement <box>18 54 191 187</box>
ad-headline: AUCTION SALE AT PALMERSTON NORTH. DESIRABLE FREEHOLD PROPERTY. <box>209 622 362 653</box>
column-1 <box>14 38 196 1586</box>
advertisement <box>380 877 553 910</box>
ad-paragraph: £3 5s. PER ACRE.—737 Acres, 140 acres L.I.P., Rental £3 3s. yearly; 200 acres grass, balance good bush, including ample milling. £2 PER ACRE.—120 Acres, 73 acres Freehold, balance 300 acres Native lease, 21 years from 1909, good grass land, well watered and sheltered. <box>742 153 915 209</box>
advertisement <box>742 345 915 518</box>
ad-headline: IMPORTANT AUCTION SALE AT WAIROA, HAWKE'S BAY. <box>213 429 358 450</box>
ad-headline: AUCKLAND CITY. <box>784 1331 873 1342</box>
